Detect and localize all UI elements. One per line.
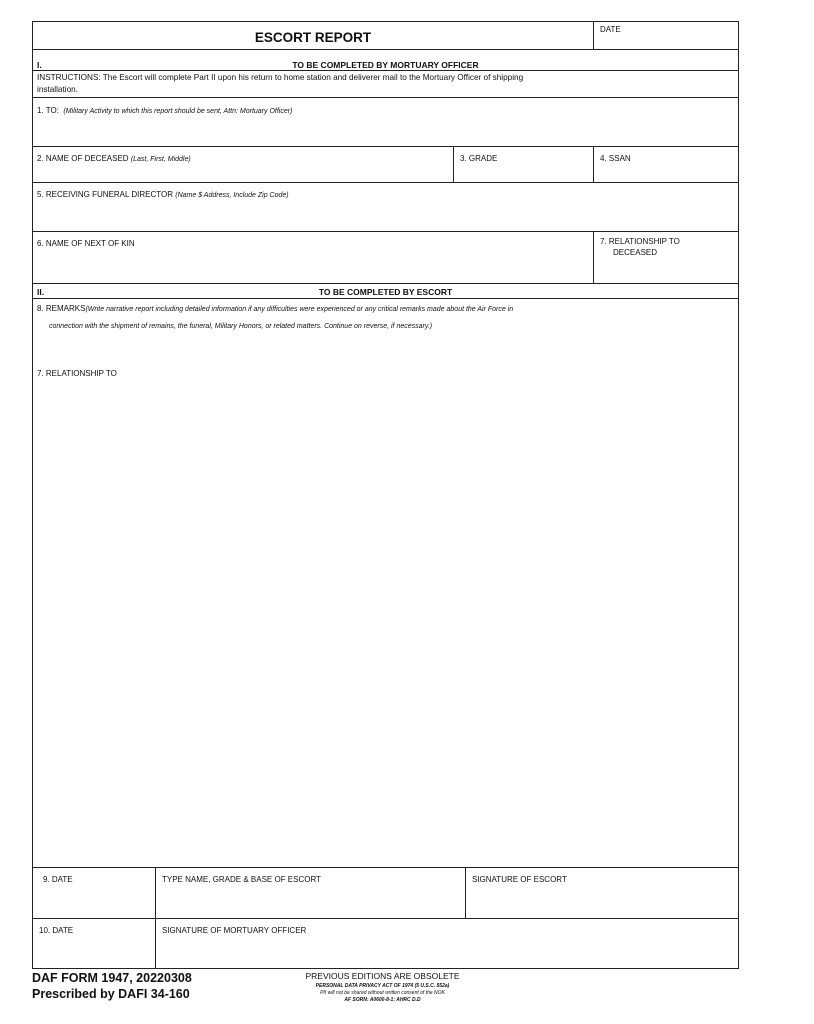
deceased-name-label: 2. NAME OF DECEASED (Last, First, Middle) [37, 154, 191, 163]
mortuary-signature-row [33, 919, 738, 968]
escort-report-form [32, 21, 739, 969]
section-2-heading: TO BE COMPLETED BY ESCORT [318, 287, 453, 297]
to-field[interactable] [33, 98, 738, 147]
ssan-label: 4. SSAN [600, 154, 631, 163]
instructions-row [33, 71, 738, 98]
privacy-line-1: PERSONAL DATA PRIVACY ACT OF 1974 (5 U.S.C. 552a) [315, 983, 450, 989]
deceased-row [33, 147, 738, 183]
relationship-field[interactable] [593, 232, 738, 283]
section-2-number: II. [37, 287, 45, 297]
privacy-line-2: PII will not be shared without written consent of the NOK [320, 990, 445, 996]
date-9-field[interactable] [33, 868, 155, 918]
date-9-label: 9. DATE [43, 875, 73, 884]
escort-name-label: TYPE NAME, GRADE & BASE OF ESCORT [162, 875, 321, 884]
date-10-label: 10. DATE [39, 926, 74, 935]
section-1-number: I. [37, 60, 42, 70]
privacy-line-3: AF SORN: A0600-8-1; AHRC D.D [344, 997, 421, 1003]
escort-signature-field[interactable] [465, 868, 738, 918]
grade-field[interactable] [453, 147, 593, 182]
escort-signature-label: SIGNATURE OF ESCORT [472, 875, 567, 884]
date-field[interactable] [593, 22, 738, 49]
escort-name-field[interactable] [155, 868, 465, 918]
section-1-heading: TO BE COMPLETED BY MORTUARY OFFICER [292, 60, 479, 70]
mortuary-signature-field[interactable] [155, 919, 738, 968]
instructions-line-1: INSTRUCTIONS: The Escort will complete Part II upon his return to home station and deliverer mail to the Mortuary Officer of shipping [37, 73, 524, 82]
remarks-extra-label: 7. RELATIONSHIP TO [37, 369, 117, 378]
form-id: DAF FORM 1947, 20220308 [32, 971, 192, 985]
funeral-director-field[interactable] [33, 183, 738, 232]
grade-label: 3. GRADE [460, 154, 498, 163]
remarks-field[interactable] [33, 299, 738, 868]
section-1-header [33, 50, 738, 71]
remarks-label: 8. REMARKS(Write narrative report including detailed information if any difficulties were experienced or any critical remarks made about the Air Force in [37, 304, 514, 313]
form-title: ESCORT REPORT [254, 30, 372, 45]
date-label: DATE [600, 25, 621, 34]
date-10-field[interactable] [33, 919, 155, 968]
title-row [33, 22, 738, 50]
remarks-hint-line-2: connection with the shipment of remains, the funeral, Military Honors, or related matters. Continue on reverse, if necessary.) [49, 323, 433, 330]
obsolete-notice: PREVIOUS EDITIONS ARE OBSOLETE [305, 971, 460, 981]
next-of-kin-label: 6. NAME OF NEXT OF KIN [37, 239, 135, 248]
next-of-kin-field[interactable] [33, 232, 593, 283]
mortuary-signature-label: SIGNATURE OF MORTUARY OFFICER [162, 926, 307, 935]
relationship-label-2: DECEASED [613, 248, 658, 257]
relationship-label-1: 7. RELATIONSHIP TO [600, 237, 680, 246]
deceased-name-field[interactable] [33, 147, 453, 182]
funeral-director-label: 5. RECEIVING FUNERAL DIRECTOR (Name $ Address, Include Zip Code) [37, 190, 289, 199]
next-of-kin-row [33, 232, 738, 284]
prescribed-by: Prescribed by DAFI 34-160 [32, 987, 190, 1001]
section-2-header [33, 284, 738, 299]
to-label: 1. TO: (Military Activity to which this report should be sent, Attn: Mortuary Officer) [37, 106, 293, 115]
ssan-field[interactable] [593, 147, 738, 182]
instructions-line-2: installation. [37, 85, 78, 94]
escort-signature-row [33, 868, 738, 919]
